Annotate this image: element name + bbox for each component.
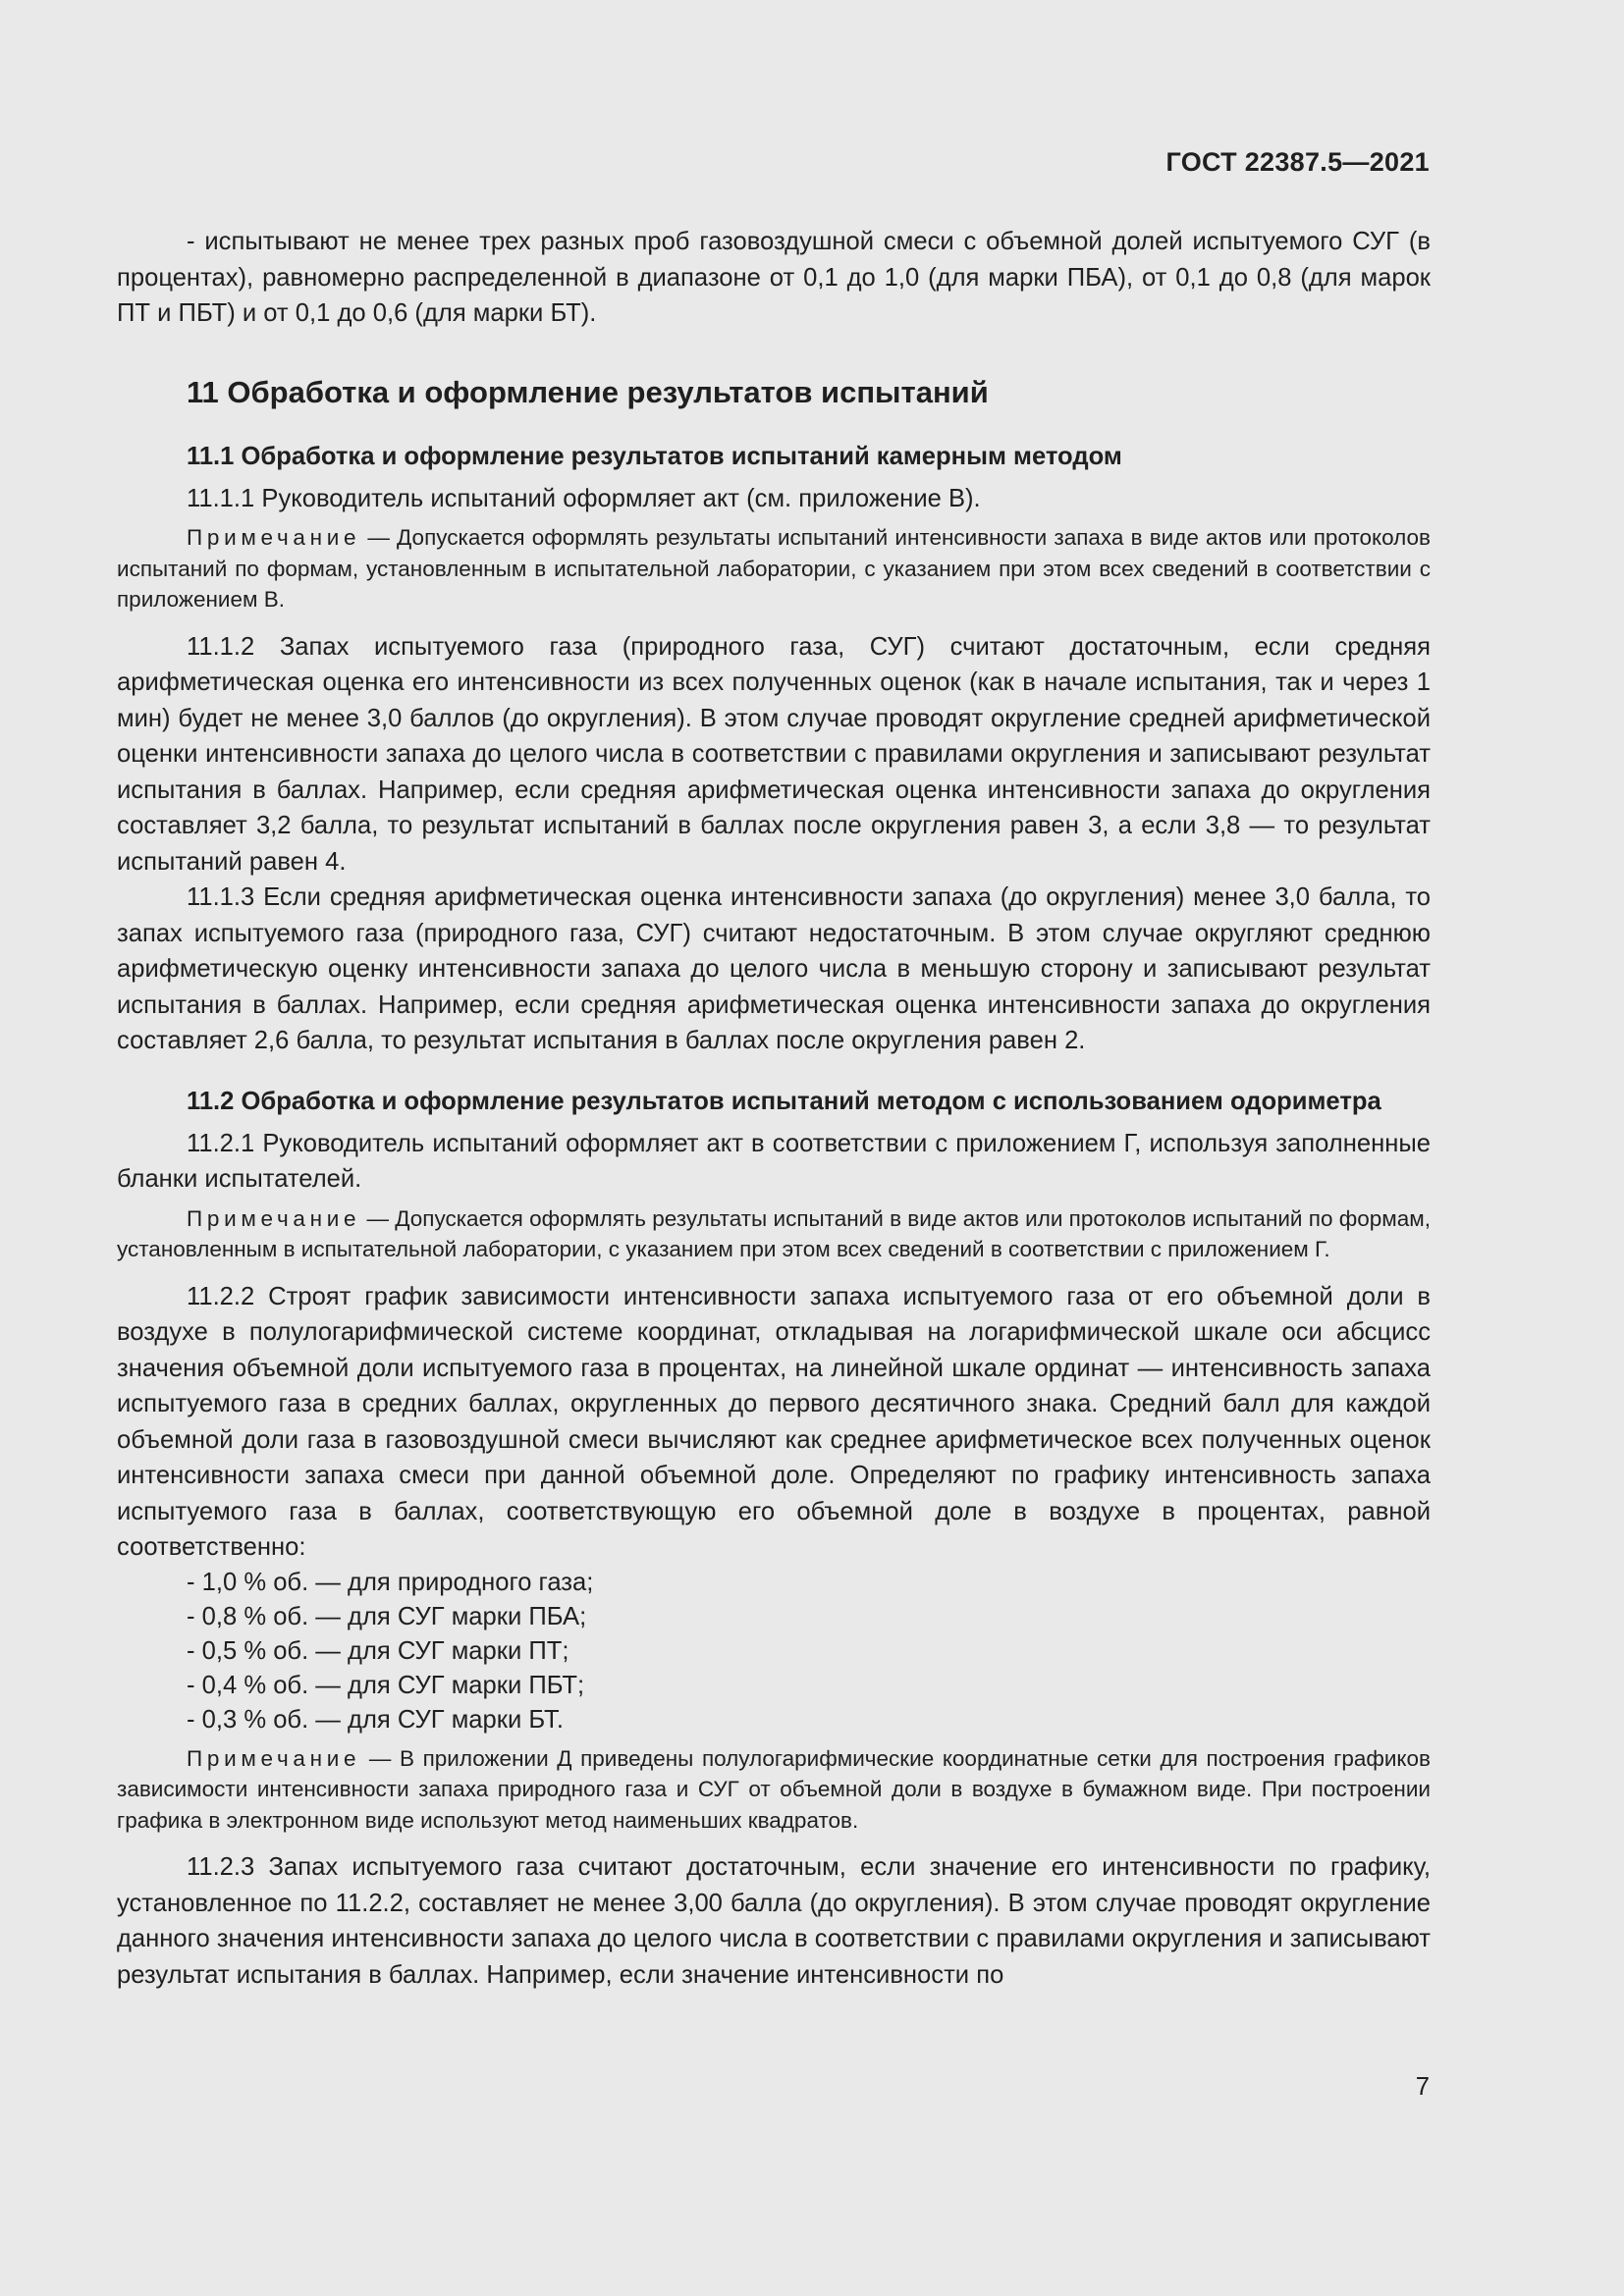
paragraph-11-1-1: 11.1.1 Руководитель испытаний оформляет акт (см. приложение В). — [187, 484, 981, 512]
note-text: — Допускается оформлять результаты испытаний интенсивности запаха в виде актов или протоколов испытаний по формам, установленным в испытательной лаборатории, с указанием при этом всех сведений в соответствии с приложением В. — [117, 525, 1431, 612]
note-11-1 — [117, 522, 1431, 615]
section-11-1-heading: 11.1 Обработка и оформление результатов испытаний камерным методом — [187, 442, 1122, 470]
paragraph-11-2-1: 11.2.1 Руководитель испытаний оформляет акт в соответствии с приложением Г, используя заполненные бланки испытателей. — [117, 1129, 1431, 1193]
section-11-heading: 11 Обработка и оформление результатов испытаний — [187, 374, 989, 409]
list-item: - 0,5 % об. — для СУГ марки ПТ; — [187, 1636, 569, 1665]
note-lead: Примечание — [187, 525, 361, 550]
document-body — [117, 224, 1431, 1993]
note-lead: Примечание — [187, 1205, 361, 1231]
note-lead: Примечание — [187, 1745, 361, 1771]
list-item: - 0,8 % об. — для СУГ марки ПБА; — [187, 1602, 587, 1630]
note-11-2-1 — [117, 1203, 1431, 1265]
paragraph-11-1-3: 11.1.3 Если средняя арифметическая оценка интенсивности запаха (до округления) менее 3,0 балла, то запах испытуемого газа (природного газа, СУГ) считают недостаточным. В этом случае округляют среднюю арифметическую оценку интенсивности запаха до целого числа в меньшую сторону и записывают результат испытания в баллах. Например, если средняя арифметическая оценка интенсивности запаха до округления составляет 2,6 балла, то результат испытания в баллах после округления равен 2. — [117, 883, 1431, 1054]
paragraph-11-2-2: 11.2.2 Строят график зависимости интенсивности запаха испытуемого газа от его объемной доли в воздухе в полулогарифмической системе координат, откладывая на логарифмической шкале оси абсцисс значения объемной доли испытуемого газа в процентах, на линейной шкале ординат — интенсивность запаха испытуемого газа в средних баллах, округленных до первого десятичного знака. Средний балл для каждой объемной доли газа в газовоздушной смеси вычисляют как среднее арифметическое всех полученных оценок интенсивности запаха смеси при данной объемной доле. Определяют по графику интенсивность запаха испытуемого газа в баллах, соответствующую его объемной доле в воздухе в процентах, равной соответственно: — [117, 1282, 1431, 1561]
paragraph-11-1-2: 11.1.2 Запах испытуемого газа (природного газа, СУГ) считают достаточным, если средняя арифметическая оценка его интенсивности из всех полученных оценок (как в начале испытания, так и через 1 мин) будет не менее 3,0 баллов (до округления). В этом случае проводят округление средней арифметической оценки интенсивности запаха до целого числа в соответствии с правилами округления и записывают результат испытания в баллах. Например, если средняя арифметическая оценка интенсивности запаха до округления составляет 3,2 балла, то результат испытаний в баллах после округления равен 3, а если 3,8 — то результат испытаний равен 4. — [117, 632, 1431, 876]
list-item: - 1,0 % об. — для природного газа; — [187, 1568, 594, 1596]
paragraph-11-2-3: 11.2.3 Запах испытуемого газа считают достаточным, если значение его интенсивности по графику, установленное по 11.2.2, составляет не менее 3,00 балла (до округления). В этом случае проводят округление данного значения интенсивности запаха до целого числа в соответствии с правилами округления и записывают результат испытания в баллах. Например, если значение интенсивности по — [117, 1853, 1431, 1989]
section-11-2-heading: 11.2 Обработка и оформление результатов испытаний методом с использованием одориметра — [187, 1087, 1381, 1115]
list-item: - 0,3 % об. — для СУГ марки БТ. — [187, 1705, 564, 1734]
note-11-2-2 — [117, 1743, 1431, 1837]
volume-fraction-list — [117, 1566, 1431, 1737]
list-item: - 0,4 % об. — для СУГ марки ПБТ; — [187, 1671, 585, 1699]
document-code: ГОСТ 22387.5—2021 — [1165, 147, 1430, 177]
intro-paragraph: - испытывают не менее трех разных проб газовоздушной смеси с объемной долей испытуемого СУГ (в процентах), равномерно распределенной в диапазоне от 0,1 до 1,0 (для марки ПБА), от 0,1 до 0,8 (для марок ПТ и ПБТ) и от 0,1 до 0,6 (для марки БТ). — [117, 228, 1431, 327]
page-number: 7 — [1415, 2073, 1430, 2101]
note-text: — Допускается оформлять результаты испытаний в виде актов или протоколов испытаний по формам, установленным в испытательной лаборатории, с указанием при этом всех сведений в соответствии с приложением Г. — [117, 1205, 1431, 1261]
note-text: — В приложении Д приведены полулогарифмические координатные сетки для построения графиков зависимости интенсивности запаха природного газа и СУГ от объемной доли в воздухе в бумажном виде. При построении графика в электронном виде используют метод наименьших квадратов. — [117, 1745, 1431, 1833]
